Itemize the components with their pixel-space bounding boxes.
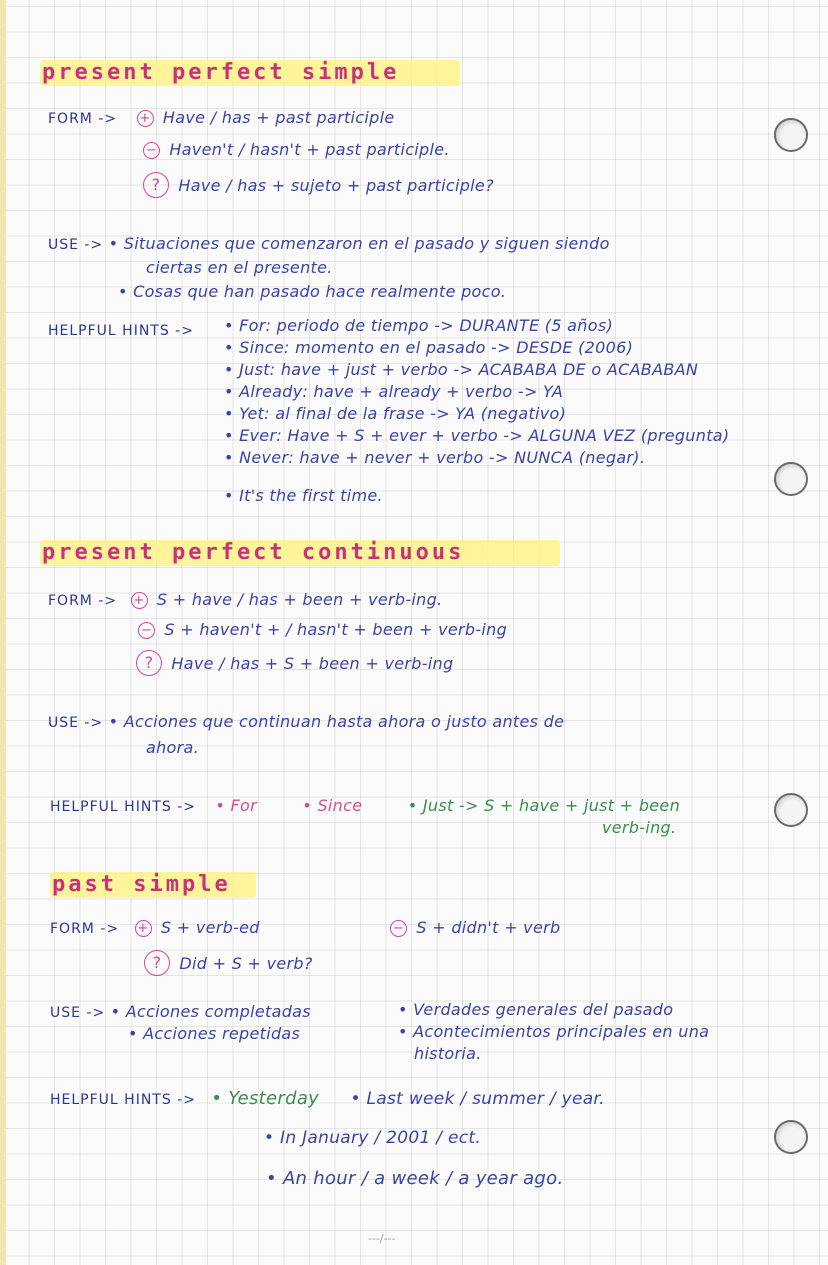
hint-since: • Since [302, 796, 363, 815]
use-item: • Situaciones que comenzaron en el pasado y siguen siendo [108, 234, 610, 253]
use-item: ciertas en el presente. [146, 258, 333, 277]
use-item: • Verdades generales del pasado [398, 1000, 674, 1019]
hint-item: • Ever: Have + S + ever + verbo -> ALGUNA VEZ (pregunta) [224, 426, 730, 445]
use-row [50, 1002, 311, 1021]
use-item: historia. [414, 1044, 482, 1063]
negative-icon: − [390, 920, 407, 937]
use-item: • Acciones completadas [110, 1002, 311, 1021]
hint-item: • Yesterday [211, 1088, 320, 1109]
hints-label: HELPFUL HINTS -> [50, 799, 196, 815]
question-icon: ? [143, 172, 169, 198]
form-negative: Haven't / hasn't + past participle. [169, 140, 450, 159]
use-item: • Acontecimientos principales en una [398, 1022, 710, 1041]
form-row-question [136, 650, 453, 676]
section-title-past-simple: past simple [52, 872, 231, 897]
form-negative: S + didn't + verb [416, 918, 561, 937]
binder-hole-icon [774, 462, 808, 496]
binder-hole-icon [774, 793, 808, 827]
hint-item: • For: periodo de tiempo -> DURANTE (5 años) [224, 316, 613, 335]
use-row [48, 234, 610, 253]
form-question: Have / has + S + been + verb-ing [171, 654, 454, 673]
use-item: • Acciones que continuan hasta ahora o justo antes de [108, 712, 565, 731]
use-item: • Acciones repetidas [128, 1024, 301, 1043]
page-edge [0, 0, 6, 1265]
form-row-question [143, 172, 494, 198]
positive-icon: + [137, 110, 154, 127]
hints-row [50, 796, 680, 815]
form-row-negative [138, 620, 507, 639]
use-row [48, 712, 564, 731]
use-label: USE -> [48, 715, 104, 731]
positive-icon: + [131, 592, 148, 609]
section-title-present-perfect-simple: present perfect simple [42, 60, 400, 85]
form-row-question [144, 950, 313, 976]
positive-icon: + [135, 920, 152, 937]
hint-item: • Last week / summer / year. [350, 1089, 605, 1109]
form-question: Did + S + verb? [179, 954, 313, 973]
form-label: FORM -> [50, 921, 120, 937]
hint-item: • It's the first time. [224, 486, 383, 505]
form-row-negative [390, 918, 560, 937]
hint-item: • Never: have + never + verbo -> NUNCA (negar). [224, 448, 646, 467]
form-row-positive [48, 108, 394, 127]
form-row-positive [48, 590, 442, 609]
form-question: Have / has + sujeto + past participle? [178, 176, 494, 195]
form-negative: S + haven't + / hasn't + been + verb-ing [164, 620, 508, 639]
hint-item: • Just: have + just + verbo -> ACABABA DE o ACABABAN [224, 360, 699, 379]
question-icon: ? [136, 650, 162, 676]
hint-item: • Yet: al final de la frase -> YA (negativo) [224, 404, 567, 423]
page-footer: ---/--- [368, 1232, 396, 1245]
form-row-negative [143, 140, 450, 159]
hint-for: • For [215, 796, 257, 815]
hints-label: HELPFUL HINTS -> [50, 1092, 196, 1108]
hint-just: • Just -> S + have + just + been [407, 796, 681, 815]
form-label: FORM -> [48, 593, 118, 609]
form-positive: S + verb-ed [160, 918, 260, 937]
binder-hole-icon [774, 1120, 808, 1154]
use-label: USE -> [48, 237, 104, 253]
use-item: • Cosas que han pasado hace realmente poco. [118, 282, 507, 301]
hint-item: • In January / 2001 / ect. [264, 1128, 482, 1148]
form-positive: S + have / has + been + verb-ing. [156, 590, 443, 609]
hints-row [50, 1088, 605, 1109]
negative-icon: − [138, 622, 155, 639]
use-item: ahora. [146, 738, 200, 757]
binder-hole-icon [774, 118, 808, 152]
form-positive: Have / has + past participle [162, 108, 395, 127]
hint-just-cont: verb-ing. [602, 818, 677, 837]
form-row-positive [50, 918, 260, 937]
hints-label: HELPFUL HINTS -> [48, 323, 194, 339]
hints-row [48, 320, 194, 339]
hint-item: • An hour / a week / a year ago. [266, 1168, 564, 1189]
use-label: USE -> [50, 1005, 106, 1021]
hint-item: • Since: momento en el pasado -> DESDE (2006) [224, 338, 634, 357]
form-label: FORM -> [48, 111, 118, 127]
negative-icon: − [143, 142, 160, 159]
hint-item: • Already: have + already + verbo -> YA [224, 382, 564, 401]
section-title-present-perfect-continuous: present perfect continuous [42, 540, 465, 565]
question-icon: ? [144, 950, 170, 976]
